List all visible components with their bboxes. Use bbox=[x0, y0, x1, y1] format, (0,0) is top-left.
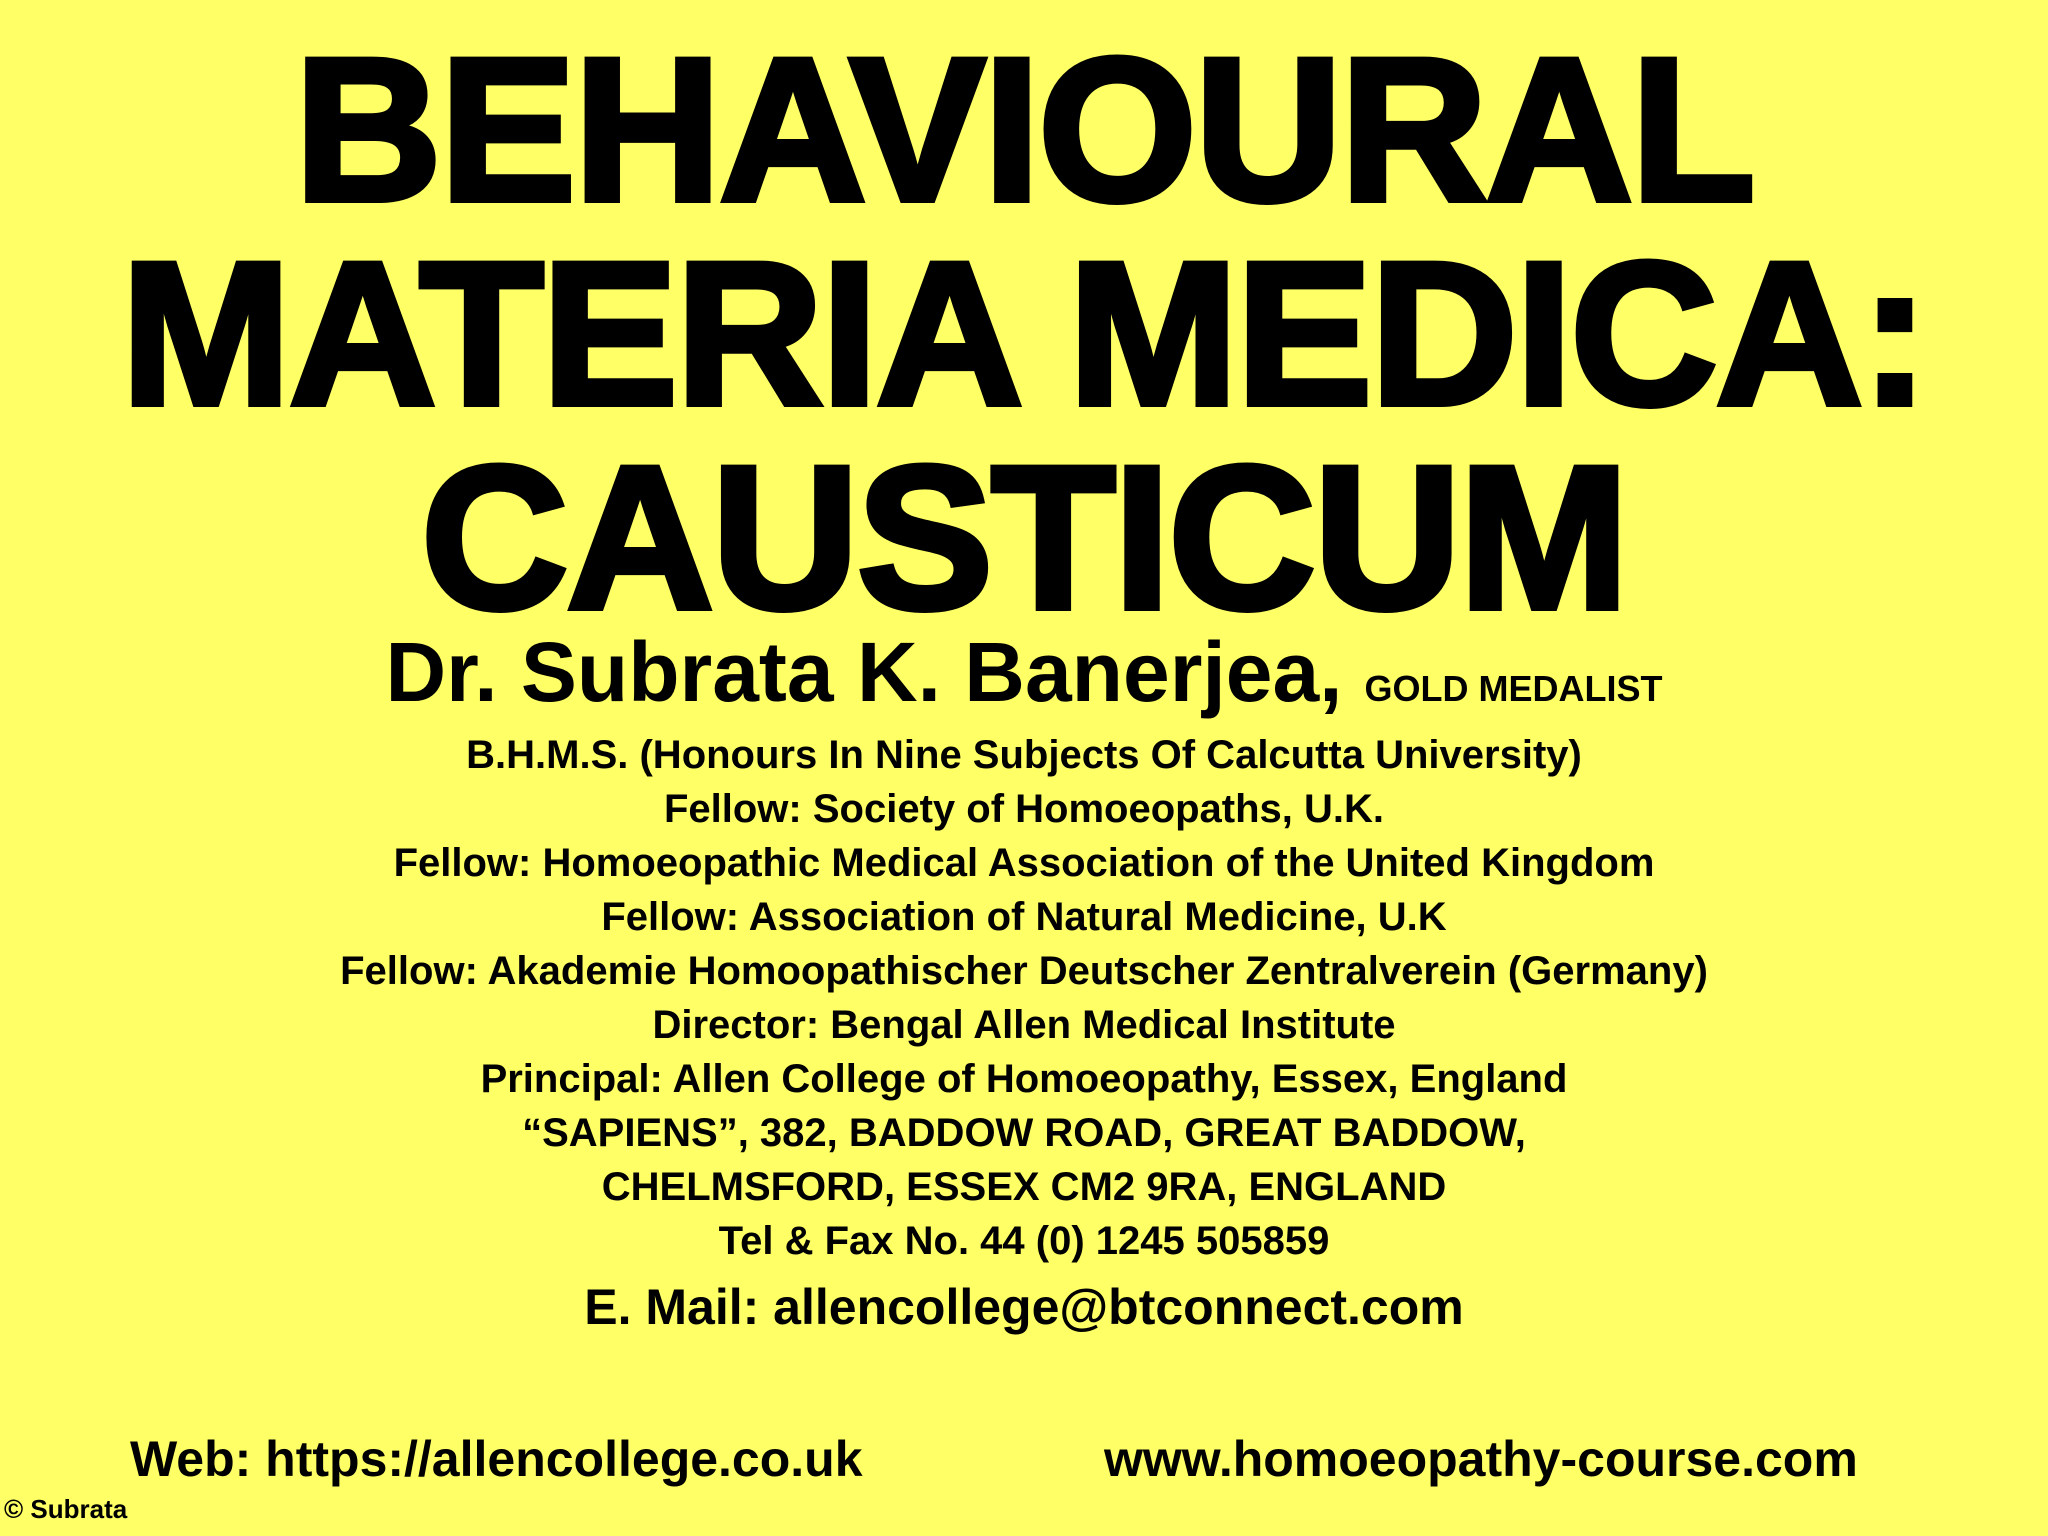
credential-line: Principal: Allen College of Homoeopathy, Essex, England bbox=[480, 1057, 1568, 1101]
credential-line: Fellow: Society of Homoeopaths, U.K. bbox=[663, 787, 1385, 831]
copyright-notice: © Subrata bbox=[4, 1494, 128, 1524]
slide-title-line-1: BEHAVIOURAL bbox=[294, 16, 1754, 244]
email-line: E. Mail: allencollege@btconnect.com bbox=[584, 1279, 1464, 1335]
author-line bbox=[0, 622, 2048, 739]
slide-title-line-2: MATERIA MEDICA: bbox=[121, 220, 1927, 448]
credential-line: Director: Bengal Allen Medical Institute bbox=[652, 1003, 1396, 1047]
author-distinction: GOLD MEDALIST bbox=[1364, 668, 1663, 709]
credential-line: Fellow: Akademie Homoopathischer Deutscher Zentralverein (Germany) bbox=[340, 949, 1708, 993]
address-line: “SAPIENS”, 382, BADDOW ROAD, GREAT BADDOW, bbox=[522, 1111, 1526, 1155]
credential-line: B.H.M.S. (Honours In Nine Subjects Of Calcutta University) bbox=[466, 733, 1582, 777]
credential-line: Fellow: Homoeopathic Medical Association of the United Kingdom bbox=[393, 841, 1655, 885]
website-secondary: www.homoeopathy-course.com bbox=[1104, 1431, 1858, 1487]
website-primary: Web: https://allencollege.co.uk bbox=[130, 1431, 863, 1487]
slide-title-line-3: CAUSTICUM bbox=[421, 424, 1627, 652]
phone-line: Tel & Fax No. 44 (0) 1245 505859 bbox=[718, 1219, 1330, 1263]
address-line: CHELMSFORD, ESSEX CM2 9RA, ENGLAND bbox=[601, 1165, 1447, 1209]
credential-line: Fellow: Association of Natural Medicine, U.K bbox=[601, 895, 1447, 939]
author-name: Dr. Subrata K. Banerjea, bbox=[385, 625, 1343, 719]
